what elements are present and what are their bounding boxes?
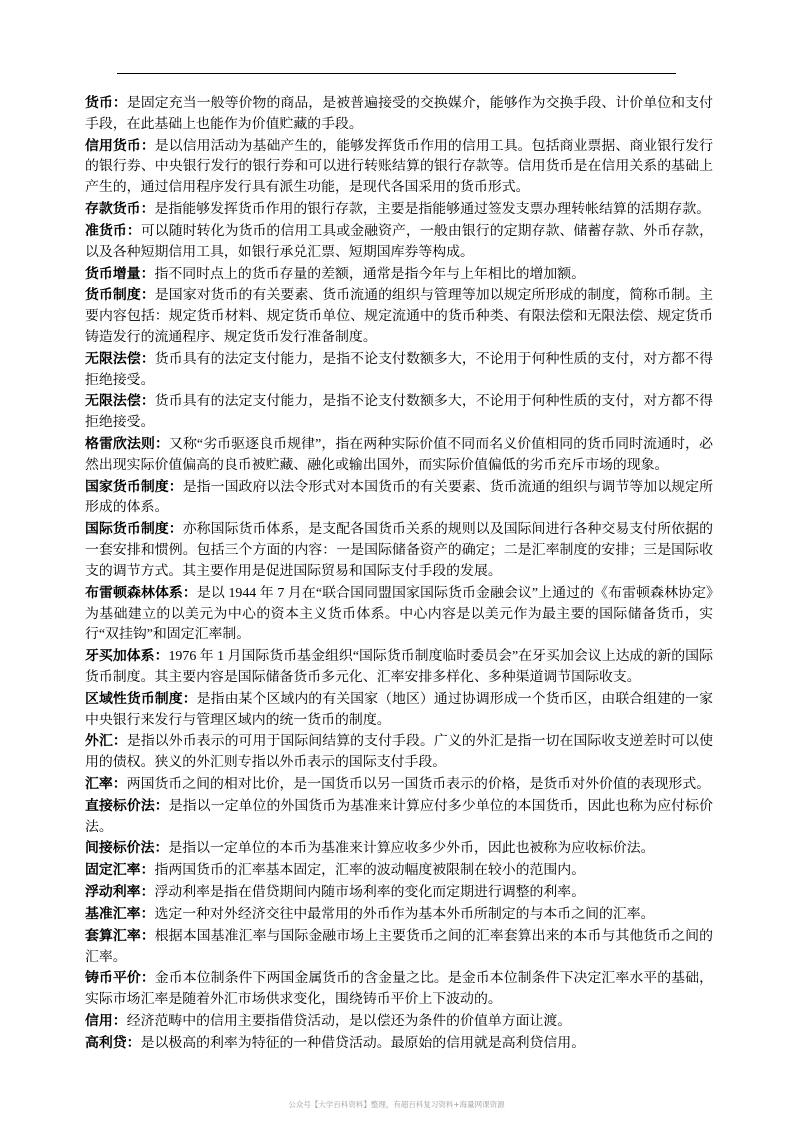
glossary-entry [85, 93, 713, 136]
header-rule [117, 73, 676, 74]
glossary-entry [85, 926, 713, 969]
entry-definition: 金币本位制条件下两国金属货币的含金量之比。是金币本位制条件下决定汇率水平的基础，实际市场汇率是随着外汇市场供求变化，围绕铸币平价上下波动的。 [85, 971, 713, 1008]
glossary-entry [85, 882, 713, 904]
entry-term: 外汇： [85, 733, 127, 750]
entry-definition: 指不同时点上的货币存量的差额，通常是指今年与上年相比的增加额。 [154, 266, 586, 282]
entry-term: 间接标价法： [85, 840, 169, 857]
entry-definition: 是国家对货币的有关要素、货币流通的组织与管理等加以规定所形成的制度，简称币制。主要内容包括：规定货币材料、规定货币单位、规定流通中的货币种类、有限法偿和无限法偿、规定货币铸造发行的流通程序、规定货币发行准备制度。 [85, 288, 713, 345]
glossary-entry [85, 583, 713, 646]
entry-term: 浮动利率： [85, 884, 155, 901]
entry-definition: 是指一国政府以法令形式对本国货币的有关要素、货币流通的组织与调节等加以规定所形成的体系。 [85, 479, 713, 516]
glossary [85, 93, 713, 1055]
glossary-entry [85, 904, 713, 926]
entry-definition: 是以 1944 年 7 月在“联合国同盟国家国际货币金融会议”上通过的《布雷顿森林协定》为基础建立的以美元为中心的资本主义货币体系。中心内容是以美元作为最主要的国际储备货币，实行“双挂钩”和固定汇率制。 [85, 585, 713, 643]
entry-term: 套算汇率： [85, 927, 155, 944]
entry-term: 无限法偿： [85, 350, 155, 367]
entry-definition: 1976 年 1 月国际货币基金组织“国际货币制度临时委员会”在牙买加会议上达成的新的国际货币制度。其主要内容是国际储备货币多元化、汇率安排多样化、多种渠道调节国际收支。 [85, 649, 713, 685]
glossary-entry [85, 285, 713, 348]
entry-term: 国际货币制度： [85, 521, 183, 538]
entry-definition: 是固定充当一般等价物的商品，是被普遍接受的交换媒介，能够作为交换手段、计价单位和支付手段，在此基础上也能作为价值贮藏的手段。 [85, 96, 713, 132]
entry-term: 牙买加体系： [85, 648, 169, 665]
entry-definition: 两国货币之间的相对比价，是一国货币以另一国货币表示的价格，是货币对外价值的表现形式。 [126, 777, 711, 792]
entry-definition: 是指以外币表示的可用于国际间结算的支付手段。广义的外汇是指一切在国际收支逆差时可以使用的债权。狭义的外汇则专指以外币表示的国际支付手段。 [85, 734, 713, 771]
glossary-entry [85, 1011, 713, 1033]
entry-definition: 是以信用活动为基础产生的，能够发挥货币作用的信用工具。包括商业票据、商业银行发行的银行券、中央银行发行的银行券和可以进行转账结算的银行存款等。信用货币是在信用关系的基础上产生的，通过信用程序发行具有派生功能，是现代各国采用的货币形式。 [85, 138, 713, 196]
entry-term: 信用货币： [85, 137, 155, 154]
entry-term: 铸币平价： [85, 970, 155, 987]
glossary-entry [85, 646, 713, 689]
entry-definition: 选定一种对外经济交往中最常用的外币作为基本外币所制定的与本币之间的汇率。 [154, 906, 655, 922]
entry-term: 固定汇率： [85, 862, 155, 879]
entry-definition: 根据本国基准汇率与国际金融市场上主要货币之间的汇率套算出来的本币与其他货币之间的汇率。 [85, 928, 713, 965]
entry-definition: 是指以一定单位的本币为基准来计算应收多少外币，因此也被称为应收标价法。 [168, 841, 655, 857]
glossary-entry [85, 796, 713, 839]
entry-term: 直接标价法： [85, 797, 169, 814]
glossary-entry [85, 221, 713, 264]
glossary-entry [85, 136, 713, 199]
entry-definition: 货币具有的法定支付能力，是指不论支付数额多大，不论用于何种性质的支付，对方都不得拒绝接受。 [85, 394, 713, 431]
glossary-entry [85, 838, 713, 860]
entry-term: 区域性货币制度： [85, 690, 197, 707]
entry-term: 基准汇率： [85, 905, 155, 922]
entry-definition: 浮动利率是指在借贷期间内随市场利率的变化而定期进行调整的利率。 [154, 885, 586, 901]
entry-term: 货币制度： [85, 287, 155, 304]
entry-definition: 货币具有的法定支付能力，是指不论支付数额多大，不论用于何种性质的支付，对方都不得拒绝接受。 [85, 351, 713, 388]
entry-term: 信用： [85, 1012, 127, 1029]
page-footer: 公众号【大学百科资料】整理，有超百科复习资料+海量网课资源 [288, 1100, 505, 1109]
entry-definition: 是指以一定单位的外国货币为基准来计算应付多少单位的本国货币，因此也称为应付标价法。 [85, 798, 713, 835]
entry-definition: 是以极高的利率为特征的一种借贷活动。最原始的信用就是高利贷信用。 [140, 1035, 586, 1051]
glossary-entry [85, 689, 713, 732]
entry-definition: 是指能够发挥货币作用的银行存款，主要是指能够通过签发支票办理转帐结算的活期存款。 [154, 202, 711, 218]
entry-definition: 是指由某个区域内的有关国家（地区）通过协调形成一个货币区，由联合组建的一家中央银行来发行与管理区域内的统一货币的制度。 [85, 691, 713, 728]
entry-term: 汇率： [85, 776, 127, 792]
entry-definition: 可以随时转化为货币的信用工具或金融资产，一般由银行的定期存款、储蓄存款、外币存款，以及各种短期信用工具，如银行承兑汇票、短期国库券等构成。 [85, 223, 713, 260]
glossary-entry [85, 731, 713, 774]
entry-definition: 亦称国际货币体系，是支配各国货币关系的规则以及国际间进行各种交易支付所依据的一套安排和惯例。包括三个方面的内容：一是国际储备资产的确定；二是汇率制度的安排；三是国际收支的调节方式。其主要作用是促进国际贸易和国际支付手段的发展。 [85, 522, 713, 579]
glossary-entry [85, 349, 713, 392]
glossary-entry [85, 860, 713, 882]
glossary-entry [85, 391, 713, 434]
entry-term: 国家货币制度： [85, 478, 183, 495]
glossary-entry [85, 968, 713, 1011]
entry-definition: 经济范畴中的信用主要指借贷活动，是以偿还为条件的价值单方面让渡。 [126, 1013, 572, 1029]
entry-term: 货币： [85, 95, 127, 111]
glossary-entry [85, 264, 713, 286]
entry-term: 存款货币： [85, 201, 155, 218]
entry-term: 准货币： [85, 222, 141, 239]
glossary-entry [85, 1033, 713, 1055]
entry-term: 无限法偿： [85, 393, 155, 410]
glossary-entry [85, 477, 713, 520]
entry-term: 格雷欣法则： [85, 436, 169, 452]
entry-term: 货币增量： [85, 265, 155, 282]
entry-definition: 又称“劣币驱逐良币规律”，指在两种实际价值不同而名义价值相同的货币同时流通时，必然出现实际价值偏高的良币被贮藏、融化或输出国外，而实际价值偏低的劣币充斥市场的现象。 [85, 437, 713, 473]
entry-term: 布雷顿森林体系： [85, 584, 197, 601]
entry-definition: 指两国货币的汇率基本固定，汇率的波动幅度被限制在较小的范围内。 [154, 863, 586, 879]
entry-term: 高利贷： [85, 1034, 141, 1051]
glossary-entry [85, 434, 713, 477]
glossary-entry [85, 519, 713, 582]
glossary-entry [85, 774, 713, 796]
glossary-entry [85, 199, 713, 221]
